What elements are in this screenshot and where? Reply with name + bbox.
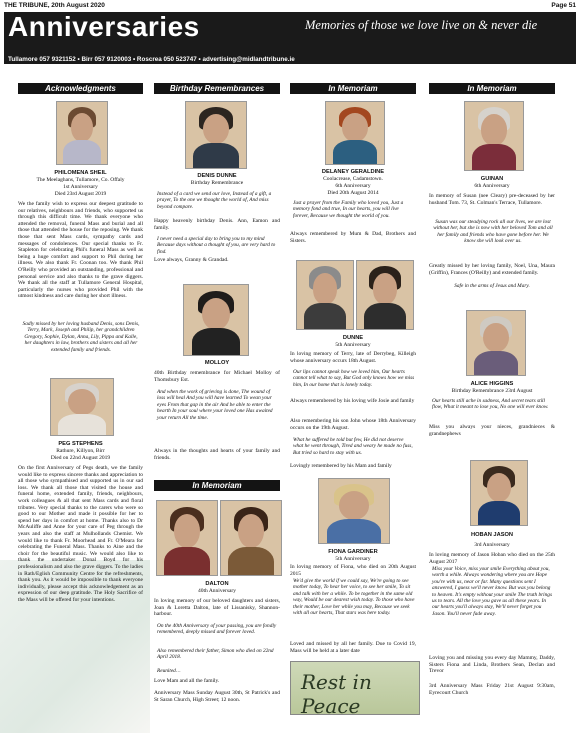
philomena-photo <box>56 101 108 165</box>
molloy-text: 40th Birthday remembrance for Michael Molloy of Thomsbury Est. <box>154 370 280 383</box>
guinan-poem: Susan was our steadying rock all our lives, we are lost without her, but she is now with her beloved Tom and all her family and friends who have gone before her. We know she will look over us. <box>433 219 553 245</box>
guinan-sign: Safe in the arms of Jesus and Mary. <box>454 283 530 289</box>
hoban-mass: 3rd Anniversary Mass Friday 21st August 9:30am, Eyrecourt Church <box>429 683 555 696</box>
peg-name: PEG STEPHENS <box>58 441 103 447</box>
denis-message: Happy heavenly birthday Denis. Ann, Eamon and family. <box>154 218 280 231</box>
section-in-memoriam-3: In Memoriam <box>154 480 280 491</box>
dalton-love: Love Mam and all the family. <box>154 678 220 684</box>
hoban-anniversary: 3rd Anniversary <box>474 542 510 548</box>
rest-in-peace-text: Rest in Peace <box>301 670 372 718</box>
dunne-anniversary: 5th Anniversary <box>335 342 371 348</box>
rest-in-peace-graphic <box>290 661 420 718</box>
fiona-photo <box>318 478 390 544</box>
philomena-anniversary: 1st Anniversary <box>63 184 98 190</box>
delaney-name: DELANEY GERALDINE <box>321 169 385 175</box>
alice-name: ALICE HIGGINS <box>470 381 514 387</box>
publication-date: THE TRIBUNE, 20th August 2020 <box>4 2 105 9</box>
molloy-name: MOLLOY <box>204 360 230 366</box>
publication-bar <box>4 2 576 11</box>
molloy-photo <box>183 284 249 356</box>
page-number: Page 51 <box>551 2 576 9</box>
loretta-dalton-photo <box>220 500 282 576</box>
alice-photo <box>466 310 526 376</box>
delaney-anniversary: 6th Anniversary <box>335 183 371 189</box>
guinan-name: GUINAN <box>480 176 504 182</box>
molloy-poem: And when the work of grieving is done, The wound of loss will heal And you will have learned To wean your eyes From that gap in the air And be able to enter the hearth In your soul where your loved one Has awaited your return All the time. <box>157 389 273 421</box>
fiona-text: In loving memory of Fiona, who died on 20th August 2015 <box>290 564 416 577</box>
dalton-text: In loving memory of our beloved daughters and sisters, Joan & Loretta Dalton, late of Lissanisky, Shannon-harbour. <box>154 598 280 618</box>
denis-sub: Birthday Remembrance <box>190 180 244 186</box>
dunne-text: In loving memory of Terry, late of Derrybeg, Killeigh whose anniversary occurs 18th August. <box>290 351 416 364</box>
hoban-photo <box>470 460 528 526</box>
philomena-name: PHILOMENA SHEIL <box>54 170 107 176</box>
peg-died: Died on 22nd August 2019 <box>50 455 111 461</box>
delaney-poem: Just a prayer from the Family who loved you, Just a memory fond and true, In our hearts, you will live forever, Because we thought the world of you. <box>293 200 404 219</box>
dunne-name: DUNNE <box>342 335 364 341</box>
dalton-name: DALTON <box>205 581 229 587</box>
dunne-poem: Our lips cannot speak how we loved him, Our hearts cannot tell what to say, But God only knows how we miss him, In our home that is lonely today. <box>293 369 415 388</box>
dunne-wife: Always remembered by his loving wife Josie and family <box>290 398 415 404</box>
alice-sub: Birthday Remembrance 23rd August <box>451 388 533 394</box>
section-in-memoriam-2: In Memoriam <box>429 83 555 94</box>
alice-closing: Miss you always your nieces, grandnieces & grandnephews <box>429 424 555 437</box>
peg-text: On the first Anniversary of Pegs death, we the family would like to express sincere thanks and appreciation to all those who sympathised and supported us in our sad loss. We thank all those that visited the house and funeral home, extended family, friends, neighbours, work colleagues & all that sent Mass cards and floral tributes. Very special thanks to the carers who were so good to our Mother and made it possible for her to spend her days in comfort at home. Thanks also to Dr McAuliffe and Anne for your care of Peg through the years and also the staff at Mulhollands Chemist. We would like to thank Fr. Moorhead and Fr. O'Meara for celebrating the Funeral Mass. Thanks to Aine and the choir for the beautiful music. We would also like to thank the undertaker Donal Boyd for his professionalism and also the grave diggers. To the ladies in Rath/Eglish Community Centre for the refreshments, thank you. As it would be impossible to thank everyone individually, please accept this acknowledgement as an expression of our deep gratitude. The Holy Sacrifice of the Mass will be offered for your intentions. <box>18 465 143 603</box>
contact-line: Tullamore 057 9321152 • Birr 057 9120003 • Roscrea 050 523747 • advertising@midlandtribune.ie <box>8 56 295 63</box>
dalton-poem: On the 40th Anniversary of your passing, you are fondly remembered, deeply missed and forever loved. <box>157 623 277 636</box>
hoban-name: HOBAN JASON <box>470 532 514 538</box>
guinan-anniversary: 6th Anniversary <box>474 183 510 189</box>
joan-dalton-photo <box>156 500 218 576</box>
alice-poem: Our hearts still ache in sadness, And secret tears still flow, What it meant to lose you, No one will ever know. <box>432 398 549 411</box>
philomena-died: Died 23rd August 2019 <box>54 191 107 197</box>
peg-photo <box>50 378 114 436</box>
fiona-poem: We'd give the world if we could say, We're going to see mother today, To hear her voice, to see her smile, To sit and talk with her a while. To be together in the same old way, Would be our dearest wish today. To those who have their mother, Love her while you may, Because we seek with all our hearts, That stars was here today. <box>293 578 415 617</box>
guinan-closing: Greatly missed by her loving family, Noel, Una, Maura (Griffin), Frances (O'Reilly) and extended family. <box>429 263 555 276</box>
page-title: Anniversaries <box>8 11 200 42</box>
delaney-closing: Always remembered by Mum & Dad, Brothers and Sisters. <box>290 231 416 244</box>
john-dunne-photo <box>356 260 414 330</box>
denis-signoff: Love always, Granny & Grandad. <box>154 257 229 263</box>
dalton-mass: Anniversary Mass Sunday August 30th, St Patrick's and St Saran Church, High Street; 12 noon. <box>154 690 280 703</box>
dunne-son: Also remembering his son John whose 18th Anniversary occurs on the 19th August. <box>290 418 416 431</box>
section-birthday-remembrances: Birthday Remembrances <box>154 83 280 94</box>
philomena-address: The Meelaghans, Tullamore, Co. Offaly <box>36 177 125 183</box>
dalton-ellipsis: Reunited… <box>157 668 181 674</box>
hoban-poem: Miss your Voice, miss your smile Everything about you, worth a while. Always wondering where you are Hope you're with us, near or far. Many questions sent I answered, I guess we'll never know. But was you belong to heaven. It's empty without your smile The truth brings us to tears. All the love you gave us all these years. In our hearts you'll always stay, We'll never forget you Jason. You'll never fade away. <box>432 566 553 617</box>
denis-photo <box>185 101 247 169</box>
philomena-family: Sadly missed by her loving husband Denis, sons Denis, Terry, Mark, Joseph and Philip, her grandchildren Gregory, Sophie, Dylan, Anna, Lily, Pippa and Kalle, her daughters in law, brothers and sisters and all her extended family and friends. <box>22 321 140 353</box>
dalton-poem-2: Also remembered their father, Simon who died on 22nd April 2018. <box>157 648 274 661</box>
fiona-name: FIONA GARDINER <box>328 549 378 555</box>
guinan-text: In memory of Susan (nee Cleary) pre-deceased by her husband Tom. 73, St. Colman's Terrace, Tullamore. <box>429 193 555 206</box>
denis-name: DENIS DUNNE <box>197 173 237 179</box>
guinan-photo <box>464 101 524 171</box>
section-acknowledgments: Acknowledgments <box>18 83 143 94</box>
dalton-anniversary: 40th Anniversary <box>197 588 237 594</box>
fiona-anniversary: 5th Anniversary <box>335 556 371 562</box>
delaney-died: Died 20th August 2014 <box>327 190 379 196</box>
delaney-photo <box>325 101 385 165</box>
hoban-text: In loving memory of Jason Hoban who died on the 25th August 2017 <box>429 552 555 565</box>
dunne-poem-2: What he suffered he told but few, He did not deserve what he went through, Tired and weary he made no fuss, But tried so hard to stay with us. <box>293 437 413 456</box>
denis-poem: Instead of a card we send our love, Instead of a gift, a prayer, To the one we thought the world of, And miss beyond compare. <box>157 191 272 210</box>
masthead-tagline: Memories of those we love live on & never die <box>305 18 538 32</box>
fiona-closing: Loved and missed by all her family. Due to Covid 19, Mass will be held at a later date <box>290 641 416 654</box>
denis-poem-2: I never need a special day to bring you to my mind Because days without a thought of you, are very hard to find. <box>157 236 276 255</box>
section-in-memoriam: In Memoriam <box>290 83 416 94</box>
hoban-closing: Loving you and missing you every day Mammy, Daddy, Sisters Fiona and Linda, Brothers Sean, Declan and Trevor <box>429 655 555 675</box>
peg-address: Rathure, Killyon, Birr <box>56 448 105 454</box>
terry-dunne-photo <box>296 260 354 330</box>
molloy-closing: Always in the thoughts and hearts of your family and friends. <box>154 448 280 461</box>
philomena-text: We the family wish to express our deepest gratitude to our relatives, neighbours and friends, who supported us through this difficult time. We thank everyone who attended the removal, funeral Mass and burial and all those that attended the house for the reposing. We thank those that sent Mass cards, sympathy cards and messages of condolences. Our special thanks to Fr. Stapleton for celebrating Phil's funeral Mass as well as being a huge comfort and support to Phil during her illness. We also thank Fr. Coonan too. We thank Phil O'Reilly who provided an outstanding, professional and personal service and also thanks to the grave diggers. We thank all the staff at Tullamore General Hospital, particularly the nurses who provided Phil with the utmost kindness and care during her short illness. <box>18 201 143 300</box>
delaney-address: Coolacrease, Cadamstown. <box>323 176 383 182</box>
dunne-closing: Lovingly remembered by his Mam and family <box>290 463 392 469</box>
